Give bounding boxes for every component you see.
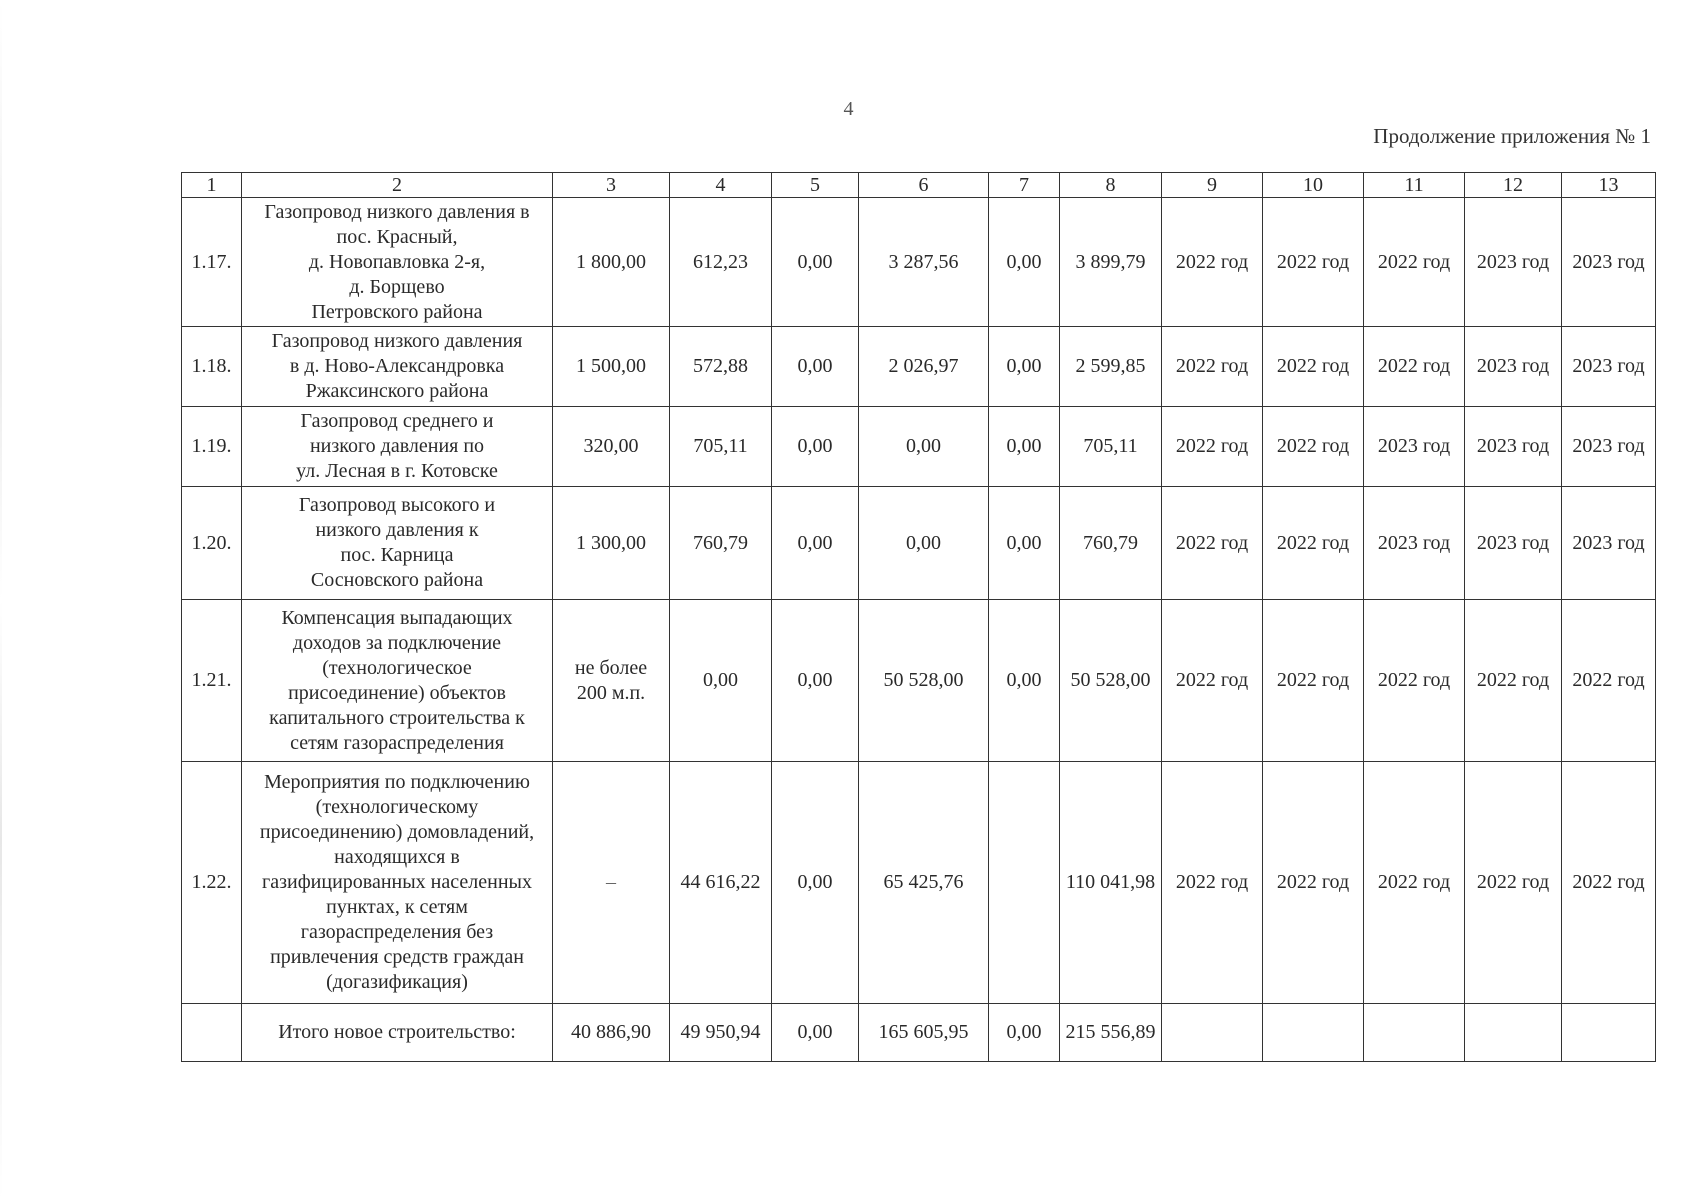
- cell-col13: 2022 год: [1562, 762, 1656, 1004]
- cell-col12: 2023 год: [1465, 487, 1562, 600]
- object-name-line: капитального строительства к: [269, 706, 525, 729]
- cell-col13: 2023 год: [1562, 327, 1656, 407]
- object-name-line: Сосновского района: [310, 569, 484, 591]
- cell-col8: 760,79: [1060, 487, 1162, 600]
- object-name-line: Петровского района: [311, 300, 483, 323]
- object-name: [242, 487, 553, 600]
- cell-col3: 1 500,00: [553, 327, 670, 407]
- cell-col6: 2 026,97: [859, 327, 989, 407]
- total-col7: 0,00: [989, 1004, 1060, 1062]
- row-number: 1.17.: [182, 198, 242, 327]
- cell-col6: 3 287,56: [859, 198, 989, 327]
- cell-col10: 2022 год: [1263, 762, 1364, 1004]
- cell-col7: 0,00: [989, 327, 1060, 407]
- cell-col10: 2022 год: [1263, 600, 1364, 762]
- object-name-line: доходов за подключение: [292, 631, 502, 654]
- cell-col12: 2023 год: [1465, 407, 1562, 487]
- object-name-line: газораспределения без: [300, 921, 494, 943]
- header-cell: 3: [553, 173, 670, 198]
- object-name-line: привлечения средств граждан: [270, 946, 524, 968]
- cell-col10: 2022 год: [1263, 407, 1364, 487]
- cell-col9: 2022 год: [1162, 762, 1263, 1004]
- cell-col12: 2023 год: [1465, 327, 1562, 407]
- table-row: [182, 487, 1656, 600]
- header-cell: 4: [670, 173, 772, 198]
- header-cell: 1: [182, 173, 242, 198]
- object-name-line: сетям газораспределения: [290, 731, 504, 754]
- investment-table: [181, 172, 1656, 1062]
- cell-col4: 760,79: [670, 487, 772, 600]
- cell-col8: 50 528,00: [1060, 600, 1162, 762]
- total-col9: [1162, 1004, 1263, 1062]
- cell-col3-line: 200 м.п.: [576, 681, 646, 704]
- table-row: [182, 600, 1656, 762]
- cell-col12: 2022 год: [1465, 762, 1562, 1004]
- object-name-line: д. Борщево: [349, 275, 445, 298]
- header-cell: 12: [1465, 173, 1562, 198]
- object-name-line: пунктах, к сетям: [326, 896, 468, 918]
- total-row: [182, 1004, 1656, 1062]
- cell-col4: 572,88: [670, 327, 772, 407]
- total-col12: [1465, 1004, 1562, 1062]
- object-name-line: находящихся в: [334, 846, 460, 868]
- cell-col11: 2022 год: [1364, 327, 1465, 407]
- cell-col8: 110 041,98: [1060, 762, 1162, 1004]
- cell-col8: 3 899,79: [1060, 198, 1162, 327]
- cell-col6: 0,00: [859, 487, 989, 600]
- cell-col6: 65 425,76: [859, 762, 989, 1004]
- cell-col3: 1 300,00: [553, 487, 670, 600]
- cell-col7: 0,00: [989, 407, 1060, 487]
- cell-col5: 0,00: [772, 198, 859, 327]
- continuation-label: Продолжение приложения № 1: [1373, 124, 1651, 148]
- cell-col3: 320,00: [553, 407, 670, 487]
- object-name: [242, 407, 553, 487]
- cell-col3-line: не более: [574, 656, 648, 679]
- object-name-line: низкого давления по: [309, 435, 485, 457]
- cell-col4: 705,11: [670, 407, 772, 487]
- header-cell: 5: [772, 173, 859, 198]
- cell-col4: 0,00: [670, 600, 772, 762]
- cell-col9: 2022 год: [1162, 198, 1263, 327]
- cell-col8: 2 599,85: [1060, 327, 1162, 407]
- header-cell: 2: [242, 173, 553, 198]
- cell-col4: 44 616,22: [670, 762, 772, 1004]
- cell-col11: 2022 год: [1364, 600, 1465, 762]
- header-cell: 11: [1364, 173, 1465, 198]
- cell-col11: 2023 год: [1364, 487, 1465, 600]
- object-name-line: ул. Лесная в г. Котовске: [296, 460, 498, 482]
- cell-col11: 2022 год: [1364, 198, 1465, 327]
- cell-col6: 50 528,00: [859, 600, 989, 762]
- cell-col3: [553, 600, 670, 762]
- cell-col5: 0,00: [772, 487, 859, 600]
- cell-col7: [989, 762, 1060, 1004]
- object-name-line: пос. Красный,: [336, 225, 458, 248]
- row-number: 1.21.: [182, 600, 242, 762]
- total-col5: 0,00: [772, 1004, 859, 1062]
- cell-col4: 612,23: [670, 198, 772, 327]
- cell-col13: 2023 год: [1562, 487, 1656, 600]
- cell-col9: 2022 год: [1162, 487, 1263, 600]
- object-name-line: Газопровод высокого и: [298, 494, 496, 516]
- total-col4: 49 950,94: [670, 1004, 772, 1062]
- object-name-line: низкого давления к: [315, 519, 479, 541]
- header-cell: 8: [1060, 173, 1162, 198]
- cell-col5: 0,00: [772, 762, 859, 1004]
- table-row: [182, 327, 1656, 407]
- cell-col12: 2022 год: [1465, 600, 1562, 762]
- total-label: Итого новое строительство:: [242, 1004, 553, 1062]
- cell-col6: 0,00: [859, 407, 989, 487]
- cell-col11: 2022 год: [1364, 762, 1465, 1004]
- header-cell: 10: [1263, 173, 1364, 198]
- total-number: [182, 1004, 242, 1062]
- cell-col11: 2023 год: [1364, 407, 1465, 487]
- header-cell: 13: [1562, 173, 1656, 198]
- cell-col8: 705,11: [1060, 407, 1162, 487]
- cell-col3: –: [553, 762, 670, 1004]
- object-name: [242, 327, 553, 407]
- object-name-line: присоединение) объектов: [288, 681, 506, 704]
- header-row: [182, 173, 1656, 198]
- header-cell: 7: [989, 173, 1060, 198]
- object-name: [242, 198, 553, 327]
- total-col3: 40 886,90: [553, 1004, 670, 1062]
- row-number: 1.19.: [182, 407, 242, 487]
- cell-col10: 2022 год: [1263, 327, 1364, 407]
- object-name: [242, 762, 553, 1004]
- row-number: 1.20.: [182, 487, 242, 600]
- scan-edge: [0, 0, 2, 1200]
- object-name-line: Компенсация выпадающих: [281, 606, 513, 629]
- object-name-line: газифицированных населенных: [262, 871, 532, 893]
- total-col10: [1263, 1004, 1364, 1062]
- cell-col10: 2022 год: [1263, 487, 1364, 600]
- total-col13: [1562, 1004, 1656, 1062]
- object-name-line: Мероприятия по подключению: [264, 771, 530, 793]
- row-number: 1.18.: [182, 327, 242, 407]
- object-name-line: пос. Карница: [340, 544, 454, 566]
- cell-col9: 2022 год: [1162, 600, 1263, 762]
- cell-col9: 2022 год: [1162, 327, 1263, 407]
- object-name-line: Газопровод среднего и: [300, 410, 494, 432]
- header-cell: 6: [859, 173, 989, 198]
- cell-col13: 2023 год: [1562, 407, 1656, 487]
- table-row: [182, 762, 1656, 1004]
- cell-col5: 0,00: [772, 407, 859, 487]
- cell-col7: 0,00: [989, 600, 1060, 762]
- cell-col9: 2022 год: [1162, 407, 1263, 487]
- cell-col7: 0,00: [989, 198, 1060, 327]
- cell-col13: 2023 год: [1562, 198, 1656, 327]
- table-row: [182, 407, 1656, 487]
- cell-col3: 1 800,00: [553, 198, 670, 327]
- cell-col7: 0,00: [989, 487, 1060, 600]
- header-cell: 9: [1162, 173, 1263, 198]
- total-col8: 215 556,89: [1060, 1004, 1162, 1062]
- page-number: 4: [843, 98, 854, 120]
- object-name-line: в д. Ново-Александровка: [289, 355, 505, 377]
- row-number: 1.22.: [182, 762, 242, 1004]
- cell-col5: 0,00: [772, 327, 859, 407]
- object-name-line: Газопровод низкого давления в: [264, 200, 530, 223]
- cell-col5: 0,00: [772, 600, 859, 762]
- table-row: [182, 198, 1656, 327]
- total-col6: 165 605,95: [859, 1004, 989, 1062]
- total-col11: [1364, 1004, 1465, 1062]
- cell-col10: 2022 год: [1263, 198, 1364, 327]
- object-name-line: д. Новопавловка 2-я,: [308, 250, 486, 273]
- cell-col13: 2022 год: [1562, 600, 1656, 762]
- object-name-line: (технологическому: [315, 796, 479, 818]
- object-name-line: (технологическое: [322, 656, 472, 679]
- object-name-line: Газопровод низкого давления: [271, 330, 523, 352]
- cell-col12: 2023 год: [1465, 198, 1562, 327]
- object-name: [242, 600, 553, 762]
- object-name-line: присоединению) домовладений,: [259, 821, 535, 843]
- object-name-line: (догазификация): [326, 971, 468, 993]
- object-name-line: Ржаксинского района: [305, 380, 489, 402]
